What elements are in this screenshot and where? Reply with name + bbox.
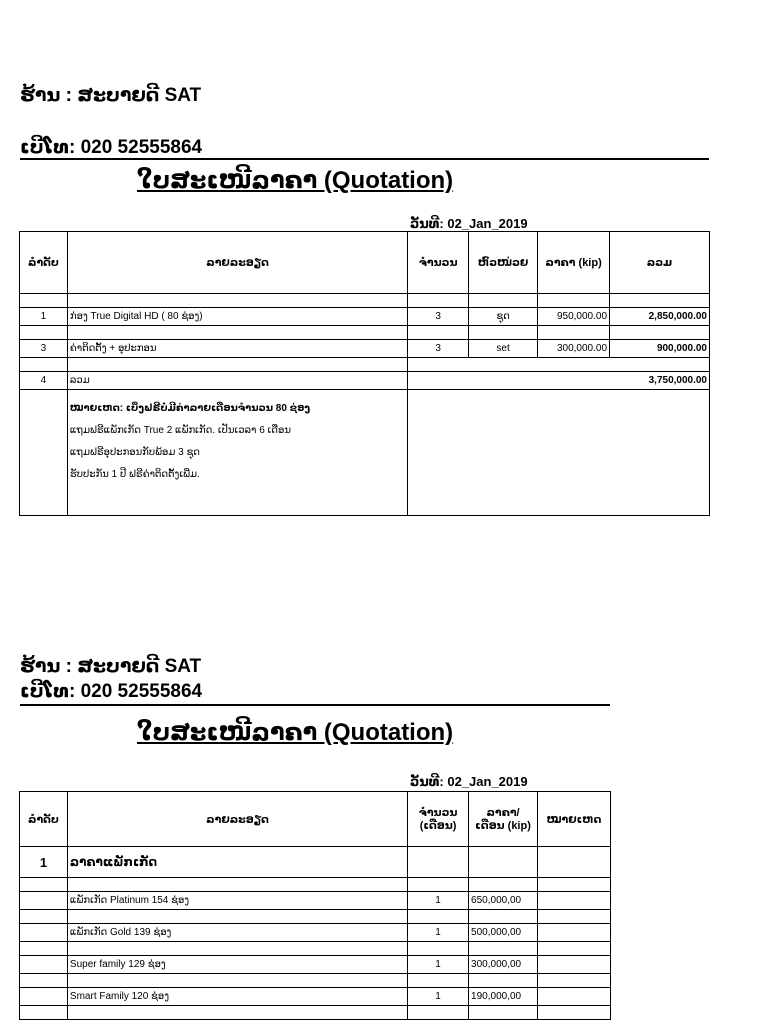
price-table bbox=[19, 791, 611, 1020]
table-row: Smart Family 120 ຊ່ອງ 1 190,000,00 bbox=[20, 988, 611, 1006]
shop-name: ຮ້ານ : ສະບາຍດີ SAT bbox=[20, 85, 202, 106]
note-line: ໝາຍເຫດ: ເບິ່ງຟຣີບໍ່ມີຄ່າລາຍເດືອນຈໍານວນ 80 ຊ່ອງ bbox=[69, 403, 311, 414]
table-row: 3 ຄ່າຕິດຕັ້ງ + ອຸປະກອນ 3 set 300,000.00 900,000.00 bbox=[20, 340, 710, 358]
page-title: ໃບສະເໜີລາຄາ (Quotation) bbox=[137, 719, 454, 746]
note-line: ແຖມຟຣີແພັກເກັດ True 2 ແພັກເກັດ. ເປັນເວລາ 6 ເດືອນ bbox=[69, 425, 291, 436]
table-row: ແພັກເກັດ Gold 139 ຊ່ອງ 1 500,000,00 bbox=[20, 924, 611, 942]
header-unit: ຫົວໜ່ວຍ bbox=[469, 232, 538, 294]
header-rule bbox=[20, 704, 610, 706]
header-total: ລວມ bbox=[610, 232, 710, 294]
table-row: 1 ກ່ອງ True Digital HD ( 80 ຊ່ອງ) 3 ຊຸດ 950,000.00 2,850,000.00 bbox=[20, 308, 710, 326]
section-row: 1 ລາຄາແພັກເກັດ bbox=[20, 847, 611, 878]
table-row: Super family 129 ຊ່ອງ 1 300,000,00 bbox=[20, 956, 611, 974]
header-desc: ລາຍລະອຽດ bbox=[67, 792, 407, 847]
header-qty: ຈໍານວນ (ເດືອນ) bbox=[408, 792, 469, 847]
header-price: ລາຄາ/ ເດືອນ (kip) bbox=[469, 792, 538, 847]
header-price: ລາຄາ (kip) bbox=[538, 232, 610, 294]
quotation-table bbox=[19, 231, 710, 516]
total-row: 4 ລວມ 3,750,000.00 bbox=[20, 372, 710, 390]
header-rule bbox=[20, 158, 709, 160]
shop-phone: ເບີໂທ: 020 52555864 bbox=[20, 681, 203, 702]
note-line: ແຖມຟຣີອຸປະກອນກັບພ້ອມ 3 ຊຸດ bbox=[69, 447, 200, 458]
page-title: ໃບສະເໜີລາຄາ (Quotation) bbox=[137, 167, 454, 194]
quote-date: ວັນທີ: 02_Jan_2019 bbox=[410, 216, 528, 231]
quote-date: ວັນທີ: 02_Jan_2019 bbox=[410, 774, 528, 789]
header-no: ລໍາດັບ bbox=[20, 232, 68, 294]
table-header bbox=[20, 792, 611, 847]
header-no: ລໍາດັບ bbox=[20, 792, 68, 847]
header-qty: ຈໍານວນ bbox=[408, 232, 469, 294]
shop-name: ຮ້ານ : ສະບາຍດີ SAT bbox=[20, 656, 202, 677]
note-line: ຮັບປະກັນ 1 ປີ ຟຣີຄ່າຕິດຕັ້ງເພີ່ມ. bbox=[69, 469, 200, 480]
header-note: ໝາຍເຫດ bbox=[538, 792, 611, 847]
table-header bbox=[20, 232, 710, 294]
shop-phone: ເບີໂທ: 020 52555864 bbox=[20, 137, 203, 158]
table-row: ແພັກເກັດ Platinum 154 ຊ່ອງ 1 650,000,00 bbox=[20, 892, 611, 910]
header-desc: ລາຍລະອຽດ bbox=[67, 232, 407, 294]
notes-row bbox=[20, 390, 710, 516]
